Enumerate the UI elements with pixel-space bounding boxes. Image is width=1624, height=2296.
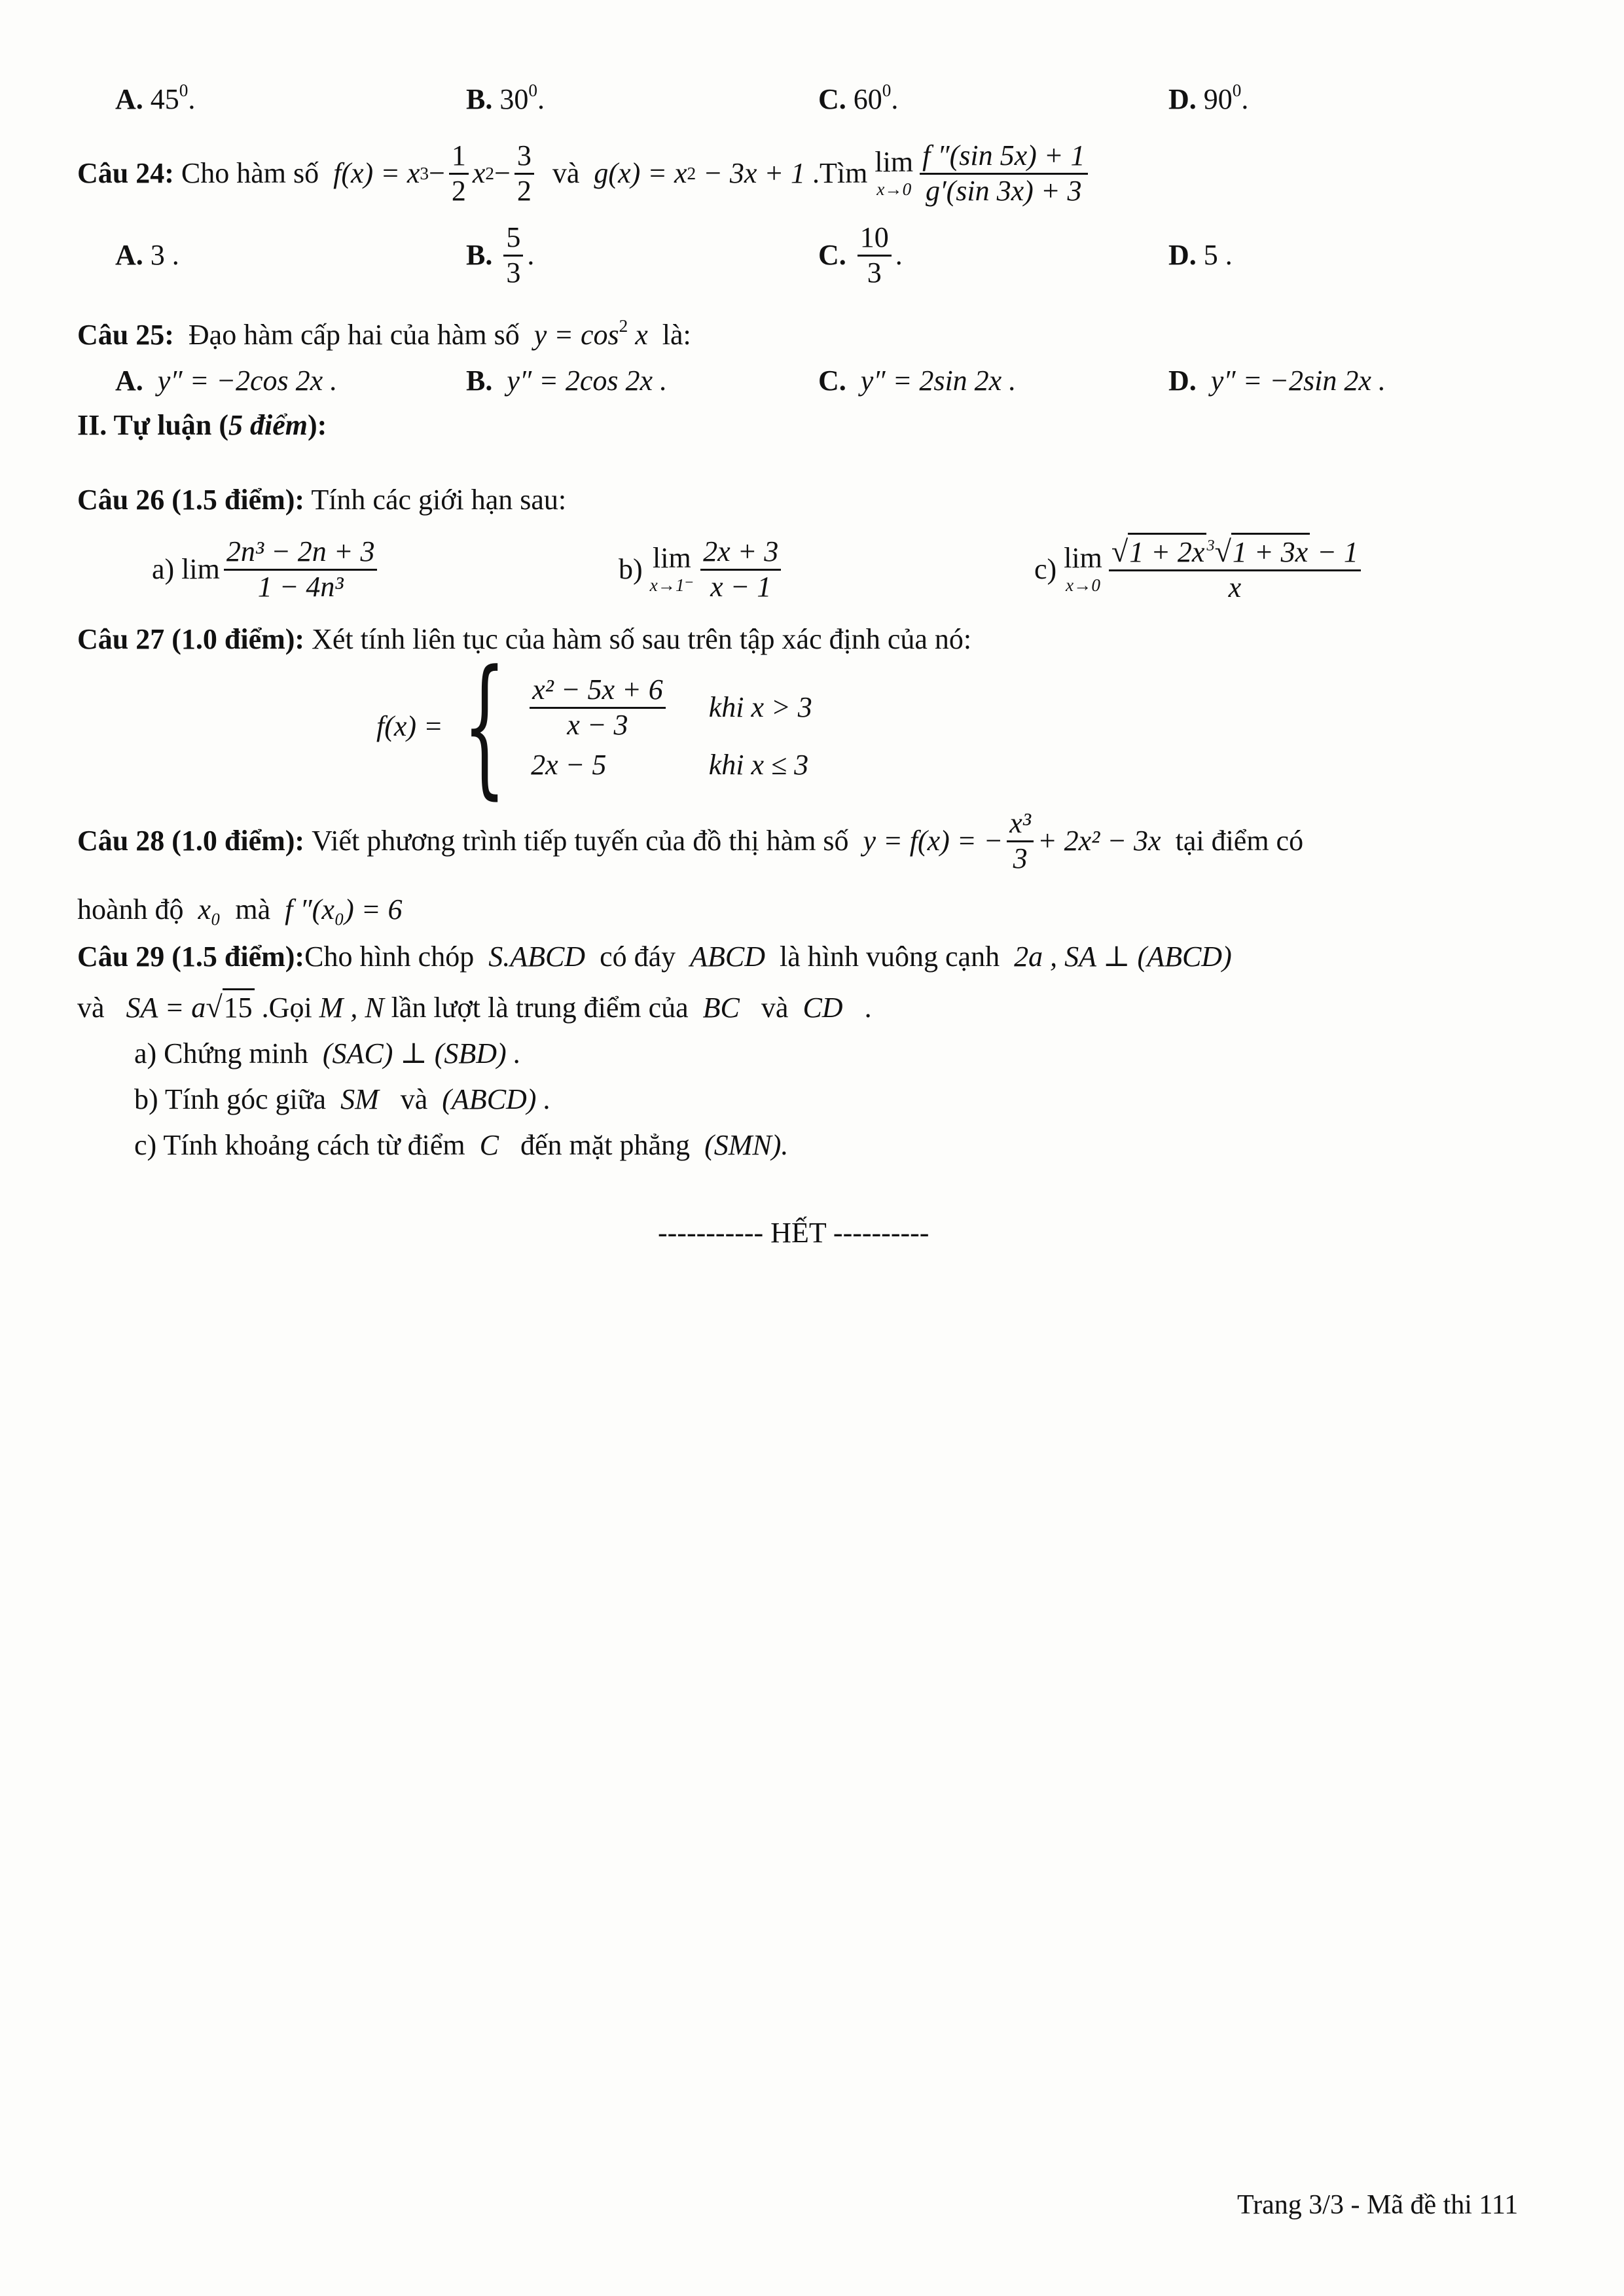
- q25-option-a: A. y″ = −2cos 2x .: [115, 365, 338, 397]
- q29-question: Câu 29 (1.5 điểm):Cho hình chóp S.ABCD có đáy ABCD là hình vuông cạnh 2a , SA ⊥ (ABCD): [77, 941, 1232, 973]
- end-marker: ----------- HẾT ----------: [658, 1217, 929, 1249]
- page-footer: Trang 3/3 - Mã đề thi 111: [1237, 2190, 1519, 2220]
- q29-part-c: c) Tính khoảng cách từ điểm C đến mặt phẳng (SMN).: [134, 1129, 789, 1161]
- q25-option-d: D. y″ = −2sin 2x .: [1168, 365, 1386, 397]
- q24-option-b: B. $\frac{5}{3}$ .: [466, 221, 535, 289]
- q23-option-c: C. $60^0$.: [818, 80, 899, 115]
- q24-option-a: A. 3 .: [115, 239, 179, 271]
- q29-line-2: và SA = a√15 .Gọi M , N lần lượt là trung điểm của BC và CD .: [77, 992, 872, 1022]
- q28-question: Câu 28 (1.0 điểm): Viết phương trình tiếp tuyến của đồ thị hàm số y = f(x) = − $\frac{\text{x³}}{3}$ + 2x² − 3x tại điểm có: [77, 806, 1304, 874]
- q26-question: Câu 26 (1.5 điểm): Tính các giới hạn sau:: [77, 484, 567, 516]
- q25-option-c: C. y″ = 2sin 2x .: [818, 365, 1017, 397]
- q24-limit: lim x→0: [875, 146, 914, 200]
- q27-piecewise: f(x) = { $\frac{\text{x² − 5x + 6}}{x - 3}$ khi x > 3 2x − 5 khi x ≤ 3: [376, 639, 812, 814]
- q26-part-c: c) lim x→0 $\frac{√1 + 2x ^3√1 + 3x - 1}{x}$: [1034, 530, 1365, 609]
- q24-question: Câu 24: Cho hàm số f(x) = x 3 − $\frac{1}{2}$ x 2 − $\frac{3}{2}$ và g(x) = x 2 − 3x + 1 .Tìm lim x→0 $\frac{f ''(\sin 5x) + 1}{g'(\sin 3x) + 3}$: [77, 131, 1092, 216]
- q27-question: Câu 27 (1.0 điểm): Xét tính liên tục của hàm số sau trên tập xác định của nó:: [77, 623, 972, 655]
- q26-part-b: b) lim x→1⁻ $\frac{2x + 3}{x - 1}$: [619, 530, 785, 609]
- q26-part-a: a) lim $\frac{\text{2n³ − 2n + 3}}{\text{1 − 4n³}}$: [152, 530, 381, 609]
- brace-icon: {: [462, 639, 506, 814]
- q25-option-b: B. y″ = 2cos 2x .: [466, 365, 668, 397]
- q23-option-d: D. $90^0$.: [1168, 80, 1249, 115]
- q23-option-a: A. $45^0$.: [115, 80, 196, 115]
- q29-part-a: a) Chứng minh (SAC) ⊥ (SBD) .: [134, 1037, 521, 1069]
- q24-option-d: D. 5 .: [1168, 239, 1233, 271]
- q24-option-c: C. $\frac{10}{3}$ .: [818, 221, 903, 289]
- q29-part-b: b) Tính góc giữa SM và (ABCD) .: [134, 1083, 551, 1115]
- q24-limit-fraction: $\frac{f ''(\sin 5x) + 1}{g'(\sin 3x) + 3}$: [920, 139, 1087, 207]
- q24-f-const: $\frac{3}{2}$: [514, 139, 534, 207]
- q25-question: Câu 25: Đạo hàm cấp hai của hàm số $y = \cos^2 x$ là:: [77, 315, 691, 351]
- q28-line-2: hoành độ x₀ mà f ″(x₀) = 6: [77, 893, 403, 925]
- q24-f-half: $\frac{1}{2}$: [449, 139, 469, 207]
- q23-option-b: B. $30^0$.: [466, 80, 545, 115]
- section-2-title: II. Tự luận (5 điểm):: [77, 409, 327, 441]
